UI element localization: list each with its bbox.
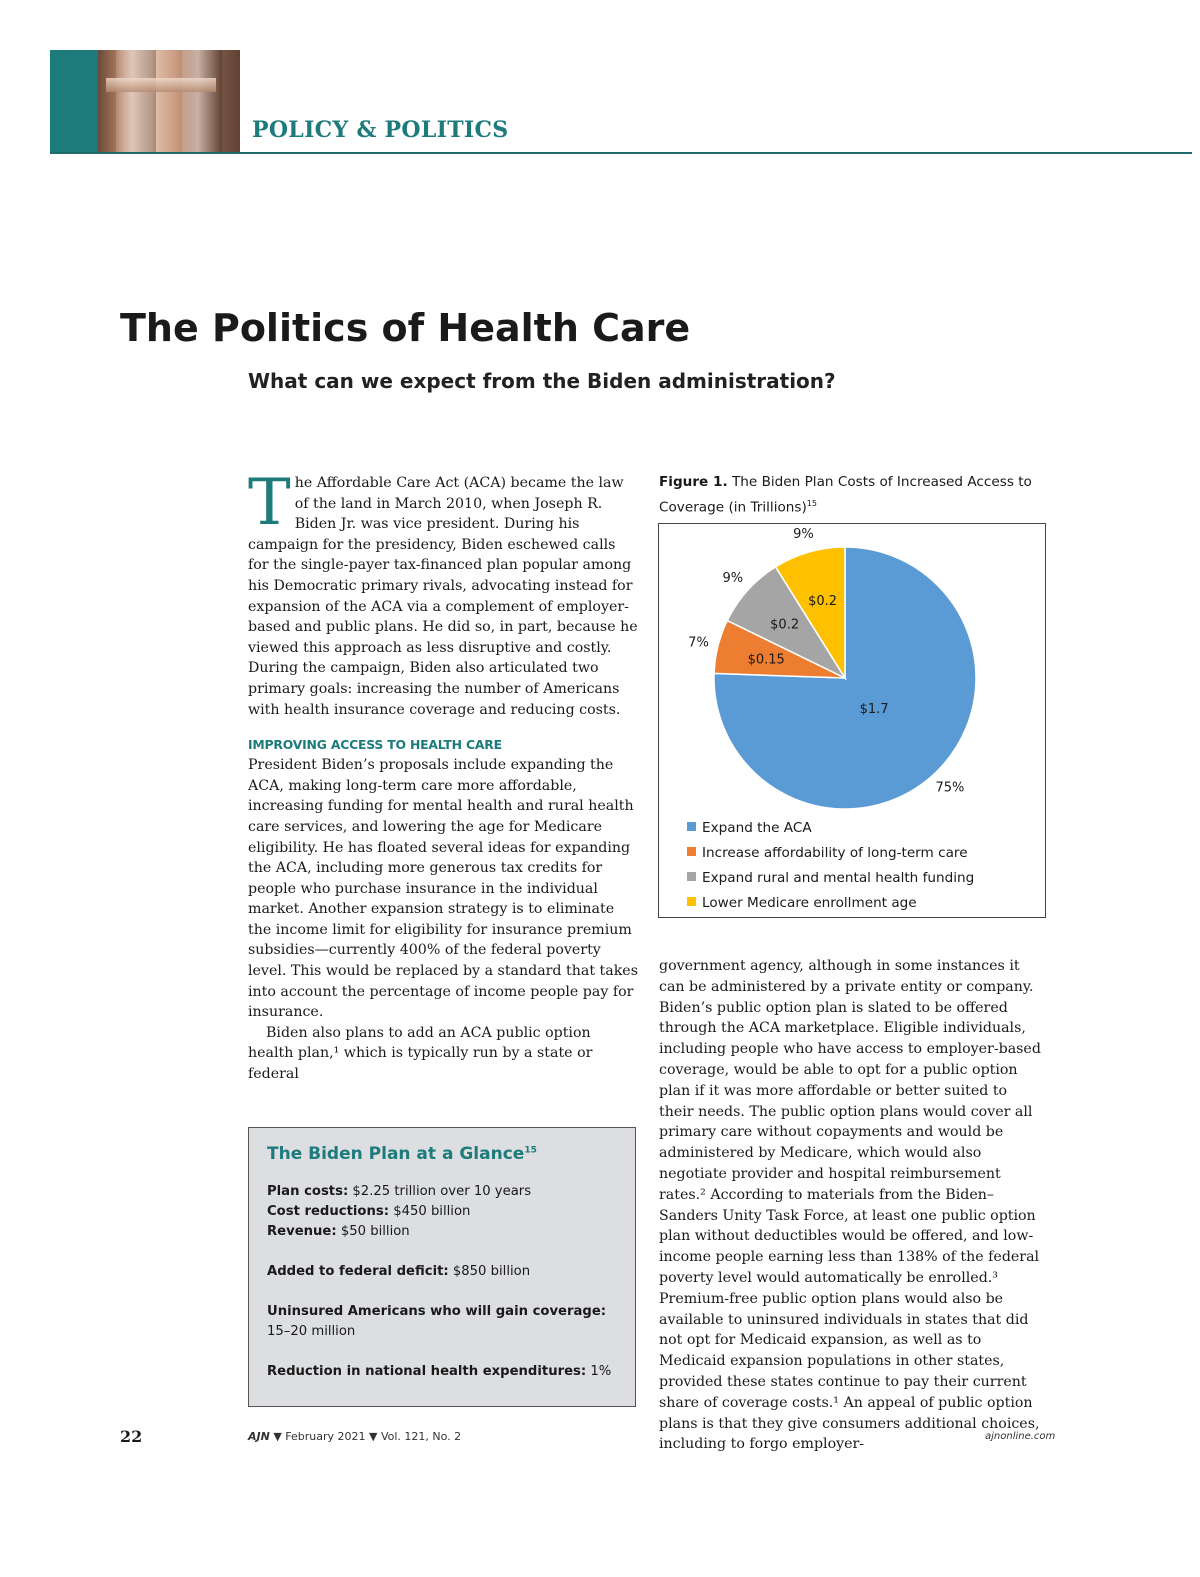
figure-label: Figure 1. xyxy=(659,474,728,490)
cost-reductions-value: $450 billion xyxy=(393,1204,471,1219)
figure-caption xyxy=(659,472,1059,519)
drop-cap: T xyxy=(248,466,291,540)
article-title: The Politics of Health Care xyxy=(120,306,691,350)
header-rule xyxy=(50,152,1192,154)
cost-reductions xyxy=(267,1202,617,1222)
revenue xyxy=(267,1222,617,1242)
slice-value-label: $1.7 xyxy=(859,702,889,718)
slice-value-label: $0.15 xyxy=(747,652,785,668)
expenditure-reduction xyxy=(267,1362,617,1382)
column-shape xyxy=(182,50,222,153)
legend-item xyxy=(687,866,974,891)
article-subtitle: What can we expect from the Biden administration? xyxy=(248,369,836,393)
intro-paragraph xyxy=(248,466,638,720)
legend-swatch xyxy=(687,822,696,831)
intro-text: he Affordable Care Act (ACA) became the law of the land in March 2010, when Joseph R. Biden Jr. was vice president. During his campaign for the presidency, Biden eschewed calls for the single-payer tax-financed plan popular among his Democratic primary rivals, advocating instead for expansion of the ACA via a complement of employer-based and public plans. He did so, in part, because he viewed this approach as less disruptive and costly. During the campaign, Biden also articulated two primary goals: increasing the number of Americans with health insurance coverage and reducing costs. xyxy=(248,475,638,718)
slice-percent-label: 75% xyxy=(935,780,965,796)
right-column-text: government agency, although in some instances it can be administered by a private entity or company. Biden’s public option plan is slated to be offered through the ACA marketplace. Eligible individuals, including people who have access to employer-based coverage, would be able to opt for a public option plan if it was more affordable or better suited to their needs. The public option plans would cover all primary care without copayments and would be administered by Medicare, which would also negotiate provider and hospital reimbursement rates.² According to materials from the Biden–Sanders Unity Task Force, at least one public option plan without deductibles would be offered, and low-income people earning less than 138% of the federal poverty level would automatically be enrolled.³ Premium-free public option plans would also be available to uninsured individuals in states that did not opt for Medicaid expansion, as well as to Medicaid expansion populations in other states, provided these states continue to pay their current share of coverage costs.¹ An appeal of public option plans is that they give consumers additional choices, including to forgo employer- xyxy=(659,958,1041,1453)
paragraph: President Biden’s proposals include expanding the ACA, making long-term care more affordable, increasing funding for mental health and rural health care services, and lowering the age for Medicare eligibility. He has floated several ideas for expanding the ACA, including more generous tax credits for people who purchase insurance in the individual market. Another expansion strategy is to eliminate the income limit for eligibility for insurance premium subsidies—currently 400% of the federal poverty level. This would be replaced by a standard that takes into account the percentage of income people pay for insurance. xyxy=(248,757,638,1021)
legend-swatch xyxy=(687,872,696,881)
slice-percent-label: 7% xyxy=(688,635,709,651)
pie-chart xyxy=(658,523,1046,918)
journal-website: ajnonline.com xyxy=(985,1431,1056,1442)
deficit-value: $850 billion xyxy=(452,1264,531,1279)
legend-swatch xyxy=(687,847,696,856)
revenue-label: Revenue: xyxy=(267,1224,337,1239)
slice-value-label: $0.2 xyxy=(770,617,800,633)
legend-label: Increase affordability of long-term care xyxy=(702,845,968,861)
reduction-value: 1% xyxy=(590,1364,612,1379)
legend-swatch xyxy=(687,897,696,906)
sidebar-title-text: The Biden Plan at a Glance xyxy=(267,1144,525,1164)
slice-percent-label: 9% xyxy=(793,526,814,542)
reduction-label: Reduction in national health expenditures: xyxy=(267,1364,587,1379)
slice-percent-label: 9% xyxy=(722,570,744,586)
chart-legend xyxy=(687,816,974,916)
pie-chart-svg xyxy=(659,524,1045,814)
uninsured-label: Uninsured Americans who will gain coverage: xyxy=(267,1304,607,1319)
plan-costs-label: Plan costs: xyxy=(267,1184,349,1199)
page-number: 22 xyxy=(120,1427,143,1446)
figure-caption-ref: 15 xyxy=(806,499,817,508)
paragraph: Biden also plans to add an ACA public option health plan,¹ which is typically run by a state or federal xyxy=(248,1024,593,1083)
revenue-value: $50 billion xyxy=(340,1224,410,1239)
plan-costs xyxy=(267,1182,617,1202)
journal-issue: ▼ February 2021 ▼ Vol. 121, No. 2 xyxy=(273,1430,462,1443)
plan-costs-value: $2.25 trillion over 10 years xyxy=(352,1184,532,1199)
uninsured-coverage xyxy=(267,1302,617,1342)
legend-item xyxy=(687,816,974,841)
journal-name: AJN xyxy=(248,1430,270,1443)
column-shape xyxy=(116,50,156,153)
legend-label: Expand the ACA xyxy=(702,820,812,836)
left-column xyxy=(248,466,638,1085)
glance-sidebar xyxy=(248,1127,636,1407)
legend-label: Lower Medicare enrollment age xyxy=(702,895,917,911)
uninsured-value: 15–20 million xyxy=(267,1324,356,1339)
slice-value-label: $0.2 xyxy=(808,593,838,609)
cost-reductions-label: Cost reductions: xyxy=(267,1204,389,1219)
section-heading: IMPROVING ACCESS TO HEALTH CARE xyxy=(248,737,502,753)
column-capital xyxy=(106,78,216,92)
section-label: POLICY & POLITICS xyxy=(252,117,509,143)
sidebar-title-ref: 15 xyxy=(524,1145,537,1156)
journal-info xyxy=(248,1430,461,1443)
sidebar-title xyxy=(267,1144,617,1164)
legend-item xyxy=(687,891,974,916)
deficit-label: Added to federal deficit: xyxy=(267,1264,449,1279)
federal-deficit xyxy=(267,1262,617,1282)
header-column-photo xyxy=(98,50,240,153)
legend-label: Expand rural and mental health funding xyxy=(702,870,975,886)
legend-item xyxy=(687,841,974,866)
figure-caption-text: The Biden Plan Costs of Increased Access to Coverage (in Trillions) xyxy=(659,474,1032,516)
